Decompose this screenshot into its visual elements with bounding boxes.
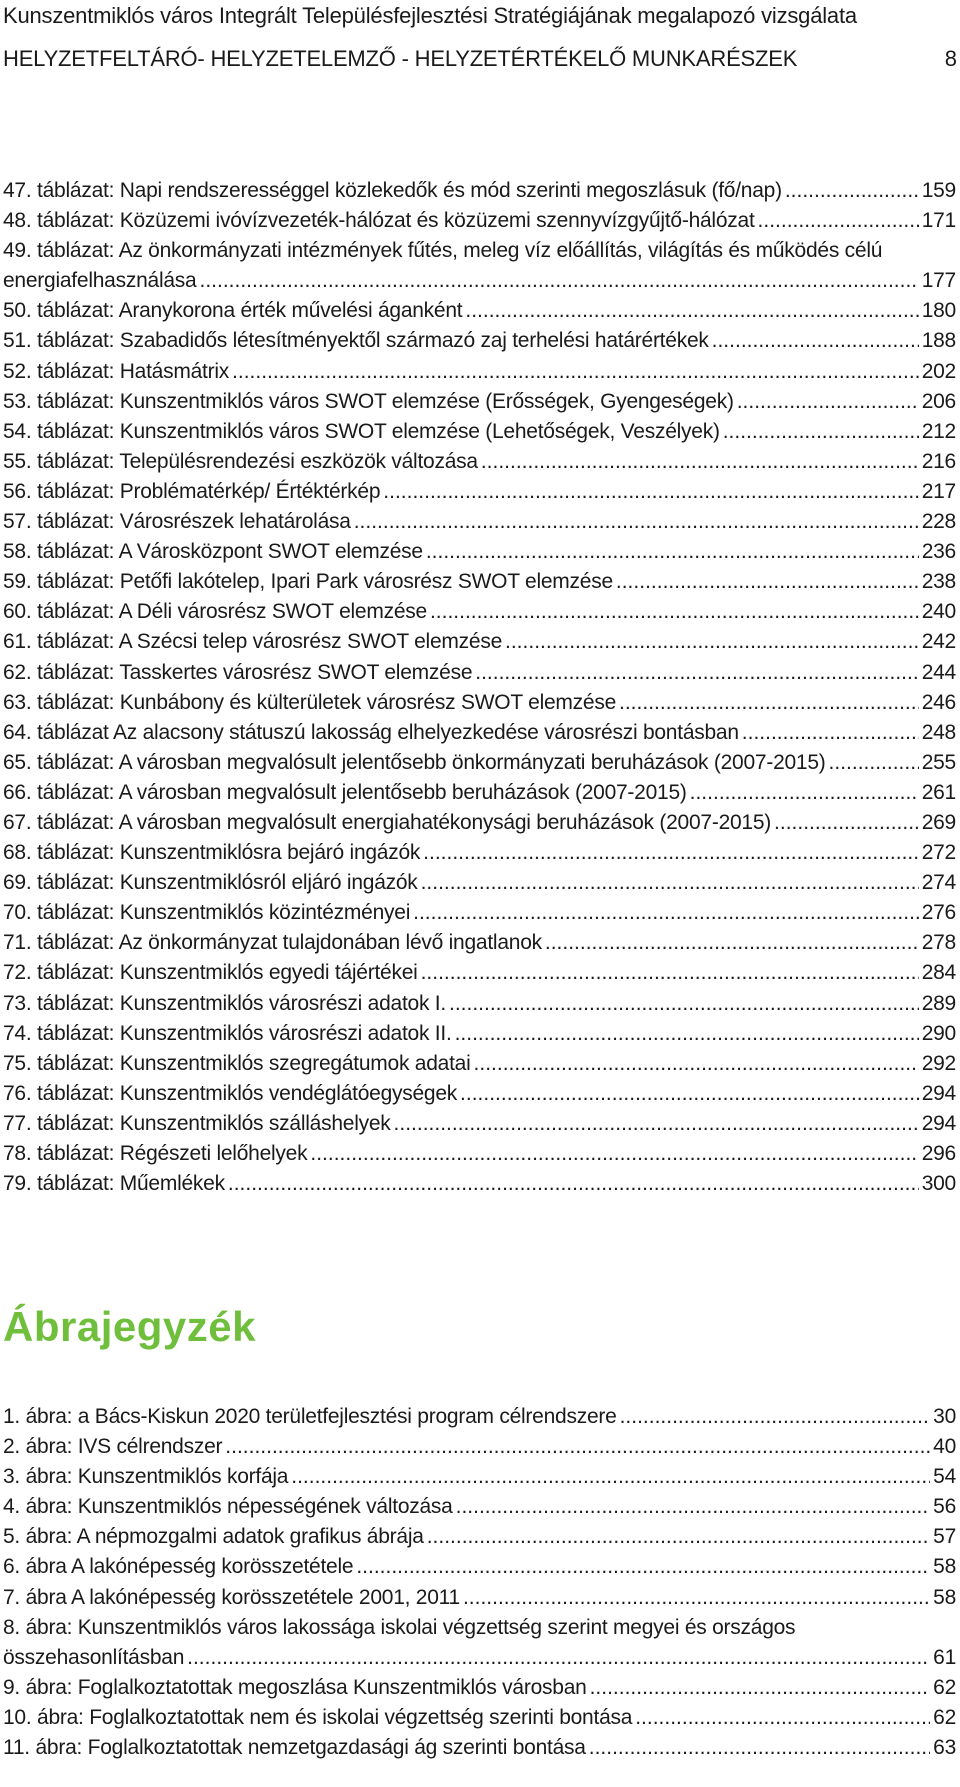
table-entry-title: 60. táblázat: A Déli városrész SWOT elemzése bbox=[3, 600, 427, 624]
dot-leader bbox=[829, 748, 919, 778]
table-entry-title: 62. táblázat: Tasskertes városrész SWOT elemzése bbox=[3, 660, 473, 684]
table-entry-page: 300 bbox=[921, 1172, 956, 1196]
dot-leader bbox=[619, 688, 919, 718]
table-entry-page: 272 bbox=[921, 841, 956, 865]
table-entry-title: 53. táblázat: Kunszentmiklós város SWOT elemzése (Erősségek, Gyengeségek) bbox=[3, 389, 734, 413]
dot-leader bbox=[187, 1643, 930, 1673]
table-entry-title: 50. táblázat: Aranykorona érték művelési áganként bbox=[3, 299, 463, 323]
dot-leader bbox=[620, 1402, 931, 1432]
dot-leader bbox=[310, 1139, 918, 1169]
table-entry-page: 217 bbox=[921, 479, 956, 503]
figure-entry-title: 10. ábra: Foglalkoztatottak nem és iskolai végzettség szerinti bontása bbox=[3, 1705, 633, 1729]
table-entry[interactable] bbox=[3, 1109, 956, 1139]
figure-entry[interactable] bbox=[3, 1733, 956, 1763]
dot-leader bbox=[291, 1462, 930, 1492]
figure-entry-page: 40 bbox=[933, 1435, 956, 1459]
dot-leader bbox=[225, 1432, 930, 1462]
table-entry-page: 238 bbox=[921, 570, 956, 594]
table-entry-title-cont: energiafelhasználása bbox=[3, 269, 197, 293]
dot-leader bbox=[232, 357, 919, 387]
dot-leader bbox=[475, 658, 918, 688]
table-entry-page: 202 bbox=[921, 359, 956, 383]
table-entry-title: 48. táblázat: Közüzemi ivóvízvezeték-hálózat és közüzemi szennyvízgyűjtő-hálózat bbox=[3, 209, 755, 233]
table-entry[interactable] bbox=[3, 1139, 956, 1169]
figure-entry-title: 5. ábra: A népmozgalmi adatok grafikus ábrája bbox=[3, 1525, 424, 1549]
table-entry-title: 64. táblázat Az alacsony státuszú lakosság elhelyezkedése városrészi bontásban bbox=[3, 720, 739, 744]
table-entry[interactable] bbox=[3, 357, 956, 387]
table-entry-title: 66. táblázat: A városban megvalósult jelentősebb beruházások (2007-2015) bbox=[3, 780, 687, 804]
table-entry[interactable] bbox=[3, 898, 956, 928]
dot-leader bbox=[427, 1522, 930, 1552]
dot-leader bbox=[545, 928, 919, 958]
table-entry-page: 274 bbox=[921, 871, 956, 895]
dot-leader bbox=[590, 1673, 931, 1703]
table-entry-title: 65. táblázat: A városban megvalósult jelentősebb önkormányzati beruházások (2007-2015) bbox=[3, 750, 826, 774]
dot-leader bbox=[785, 176, 919, 206]
table-entry-page: 244 bbox=[921, 660, 956, 684]
dot-leader bbox=[589, 1733, 930, 1763]
table-entry[interactable] bbox=[3, 417, 956, 447]
table-entry[interactable] bbox=[3, 176, 956, 206]
table-entry[interactable] bbox=[3, 387, 956, 417]
figures-heading: Ábrajegyzék bbox=[3, 1303, 256, 1350]
figure-entry-title: 9. ábra: Foglalkoztatottak megoszlása Kunszentmiklós városban bbox=[3, 1675, 587, 1699]
table-entry-title: 68. táblázat: Kunszentmiklósra bejáró ingázók bbox=[3, 841, 421, 865]
table-entry[interactable] bbox=[3, 206, 956, 236]
table-entry-title: 72. táblázat: Kunszentmiklós egyedi tájértékei bbox=[3, 961, 418, 985]
table-entry-page: 261 bbox=[921, 780, 956, 804]
figure-entry-page: 57 bbox=[933, 1525, 956, 1549]
table-of-tables bbox=[3, 176, 956, 1199]
dot-leader bbox=[774, 808, 919, 838]
dot-leader bbox=[421, 958, 919, 988]
table-entry[interactable] bbox=[3, 808, 956, 838]
dot-leader bbox=[449, 989, 919, 1019]
figure-entry[interactable] bbox=[3, 1613, 956, 1673]
table-entry[interactable] bbox=[3, 748, 956, 778]
figure-entry-title: 4. ábra: Kunszentmiklós népességének változása bbox=[3, 1495, 453, 1519]
table-entry-page: 242 bbox=[921, 630, 956, 654]
document-title: Kunszentmiklós város Integrált Településfejlesztési Stratégiájának megalapozó vizsgálata bbox=[3, 3, 857, 28]
table-entry-title: 49. táblázat: Az önkormányzati intézmények fűtés, meleg víz előállítás, világítás és működés célú bbox=[3, 239, 883, 263]
figure-entry-title: 2. ábra: IVS célrendszer bbox=[3, 1435, 223, 1459]
table-entry-title: 54. táblázat: Kunszentmiklós város SWOT elemzése (Lehetőségek, Veszélyek) bbox=[3, 419, 720, 443]
figure-entry-title: 1. ábra: a Bács-Kiskun 2020 területfejlesztési program célrendszere bbox=[3, 1405, 617, 1428]
dot-leader bbox=[723, 417, 919, 447]
table-entry-page: 240 bbox=[921, 600, 956, 624]
figure-entry[interactable] bbox=[3, 1402, 956, 1432]
figure-entry[interactable] bbox=[3, 1462, 956, 1492]
table-entry-title: 74. táblázat: Kunszentmiklós városrészi adatok II. bbox=[3, 1021, 452, 1045]
table-entry[interactable] bbox=[3, 597, 956, 627]
table-entry-page: 294 bbox=[921, 1111, 956, 1135]
dot-leader bbox=[737, 387, 919, 417]
table-of-figures bbox=[3, 1402, 956, 1763]
figure-entry[interactable] bbox=[3, 1703, 956, 1733]
table-entry-title: 69. táblázat: Kunszentmiklósról eljáró ingázók bbox=[3, 871, 418, 895]
table-entry-page: 212 bbox=[921, 419, 956, 443]
table-entry[interactable] bbox=[3, 447, 956, 477]
table-entry-page: 228 bbox=[921, 510, 956, 534]
table-entry[interactable] bbox=[3, 537, 956, 567]
table-entry-title: 51. táblázat: Szabadidős létesítményektől származó zaj terhelési határértékek bbox=[3, 329, 709, 353]
dot-leader bbox=[690, 778, 919, 808]
table-entry-page: 171 bbox=[921, 209, 956, 233]
dot-leader bbox=[758, 206, 919, 236]
table-entry-page: 284 bbox=[921, 961, 956, 985]
table-entry[interactable] bbox=[3, 688, 956, 718]
figure-entry-title: 11. ábra: Foglalkoztatottak nemzetgazdasági ág szerinti bontása bbox=[3, 1736, 586, 1760]
dot-leader bbox=[616, 567, 919, 597]
table-entry[interactable] bbox=[3, 627, 956, 657]
dot-leader bbox=[356, 1552, 930, 1582]
table-entry[interactable] bbox=[3, 1079, 956, 1109]
table-entry-title: 61. táblázat: A Szécsi telep városrész SWOT elemzése bbox=[3, 630, 503, 654]
table-entry[interactable] bbox=[3, 718, 956, 748]
table-entry-title: 75. táblázat: Kunszentmiklós szegregátumok adatai bbox=[3, 1051, 471, 1075]
figure-entry-title-cont: összehasonlításban bbox=[3, 1645, 185, 1669]
table-entry-title: 59. táblázat: Petőfi lakótelep, Ipari Park városrész SWOT elemzése bbox=[3, 570, 613, 594]
table-entry-title: 56. táblázat: Problématérkép/ Értéktérkép bbox=[3, 479, 381, 503]
figure-entry-page: 30 bbox=[933, 1405, 956, 1428]
dot-leader bbox=[463, 1583, 930, 1613]
dot-leader bbox=[742, 718, 919, 748]
table-entry[interactable] bbox=[3, 838, 956, 868]
table-entry-page: 188 bbox=[921, 329, 956, 353]
dot-leader bbox=[426, 537, 919, 567]
table-entry-title: 79. táblázat: Műemlékek bbox=[3, 1172, 225, 1196]
table-entry[interactable] bbox=[3, 1169, 956, 1199]
table-entry[interactable] bbox=[3, 477, 956, 507]
table-entry[interactable] bbox=[3, 1049, 956, 1079]
table-entry-page: 255 bbox=[921, 750, 956, 774]
table-entry[interactable] bbox=[3, 958, 956, 988]
figure-entry-page: 54 bbox=[933, 1465, 956, 1489]
table-entry-page: 294 bbox=[921, 1081, 956, 1105]
table-entry-title: 58. táblázat: A Városközpont SWOT elemzése bbox=[3, 540, 423, 564]
table-entry[interactable] bbox=[3, 778, 956, 808]
table-entry-title: 67. táblázat: A városban megvalósult energiahatékonysági beruházások (2007-2015) bbox=[3, 810, 772, 834]
table-entry-page: 269 bbox=[921, 810, 956, 834]
table-entry-page: 278 bbox=[921, 931, 956, 955]
table-entry-page: 289 bbox=[921, 991, 956, 1015]
table-entry[interactable] bbox=[3, 296, 956, 326]
dot-leader bbox=[421, 868, 919, 898]
table-entry-title: 52. táblázat: Hatásmátrix bbox=[3, 359, 230, 383]
table-entry-title: 55. táblázat: Településrendezési eszközök változása bbox=[3, 449, 478, 473]
figure-entry-title: 8. ábra: Kunszentmiklós város lakossága iskolai végzettség szerint megyei és országos bbox=[3, 1615, 796, 1639]
table-entry-title: 71. táblázat: Az önkormányzat tulajdonában lévő ingatlanok bbox=[3, 931, 542, 955]
figure-entry-title: 6. ábra A lakónépesség korösszetétele bbox=[3, 1555, 354, 1579]
figure-entry-page: 62 bbox=[933, 1705, 956, 1729]
table-entry-title: 70. táblázat: Kunszentmiklós közintézményei bbox=[3, 901, 411, 925]
figure-entry-title: 3. ábra: Kunszentmiklós korfája bbox=[3, 1465, 289, 1489]
dot-leader bbox=[394, 1109, 919, 1139]
figure-entry[interactable] bbox=[3, 1583, 956, 1613]
dot-leader bbox=[455, 1019, 919, 1049]
figure-entry-page: 58 bbox=[933, 1585, 956, 1609]
table-entry-page: 206 bbox=[921, 389, 956, 413]
table-entry[interactable] bbox=[3, 989, 956, 1019]
figure-entry-page: 61 bbox=[933, 1645, 956, 1669]
table-entry[interactable] bbox=[3, 567, 956, 597]
table-entry-title: 78. táblázat: Régészeti lelőhelyek bbox=[3, 1142, 308, 1165]
dot-leader bbox=[383, 477, 918, 507]
figure-entry-page: 63 bbox=[933, 1736, 956, 1760]
dot-leader bbox=[199, 266, 918, 296]
table-entry-title: 77. táblázat: Kunszentmiklós szálláshelyek bbox=[3, 1111, 391, 1135]
figure-entry-page: 62 bbox=[933, 1675, 956, 1699]
document-subtitle: HELYZETFELTÁRÓ- HELYZETELEMZŐ - HELYZETÉRTÉKELŐ MUNKARÉSZEK bbox=[3, 46, 798, 71]
table-entry-page: 290 bbox=[921, 1021, 956, 1045]
figure-entry[interactable] bbox=[3, 1552, 956, 1582]
figure-entry-title: 7. ábra A lakónépesség korösszetétele 2001, 2011 bbox=[3, 1585, 460, 1609]
table-entry-page: 159 bbox=[921, 179, 956, 202]
page-number: 8 bbox=[944, 46, 957, 71]
table-entry-page: 236 bbox=[921, 540, 956, 564]
table-entry-page: 180 bbox=[921, 299, 956, 323]
table-entry-page: 246 bbox=[921, 690, 956, 714]
table-entry-page: 248 bbox=[921, 720, 956, 744]
dot-leader bbox=[430, 597, 919, 627]
dot-leader bbox=[460, 1079, 919, 1109]
dot-leader bbox=[474, 1049, 919, 1079]
table-entry-page: 216 bbox=[921, 449, 956, 473]
dot-leader bbox=[423, 838, 919, 868]
table-entry[interactable] bbox=[3, 868, 956, 898]
table-entry-page: 276 bbox=[921, 901, 956, 925]
dot-leader bbox=[481, 447, 919, 477]
table-entry[interactable] bbox=[3, 326, 956, 356]
table-entry[interactable] bbox=[3, 928, 956, 958]
figure-entry[interactable] bbox=[3, 1432, 956, 1462]
table-entry[interactable] bbox=[3, 1019, 956, 1049]
figure-entry[interactable] bbox=[3, 1492, 956, 1522]
table-entry-title: 57. táblázat: Városrészek lehatárolása bbox=[3, 510, 351, 534]
dot-leader bbox=[228, 1169, 919, 1199]
table-entry-title: 73. táblázat: Kunszentmiklós városrészi adatok I. bbox=[3, 991, 446, 1015]
table-entry-page: 296 bbox=[921, 1142, 956, 1165]
table-entry-page: 292 bbox=[921, 1051, 956, 1075]
dot-leader bbox=[635, 1703, 930, 1733]
dot-leader bbox=[712, 326, 919, 356]
figure-entry[interactable] bbox=[3, 1673, 956, 1703]
figure-entry[interactable] bbox=[3, 1522, 956, 1552]
figure-entry-page: 58 bbox=[933, 1555, 956, 1579]
dot-leader bbox=[413, 898, 919, 928]
dot-leader bbox=[354, 507, 919, 537]
table-entry[interactable] bbox=[3, 507, 956, 537]
table-entry[interactable] bbox=[3, 236, 956, 296]
table-entry-title: 76. táblázat: Kunszentmiklós vendéglátóegységek bbox=[3, 1081, 458, 1105]
table-entry-page: 177 bbox=[921, 269, 956, 293]
dot-leader bbox=[456, 1492, 931, 1522]
figure-entry-page: 56 bbox=[933, 1495, 956, 1519]
table-entry-title: 63. táblázat: Kunbábony és külterületek városrész SWOT elemzése bbox=[3, 690, 617, 714]
table-entry-title: 47. táblázat: Napi rendszerességgel közlekedők és mód szerinti megoszlásuk (fő/nap) bbox=[3, 179, 782, 202]
dot-leader bbox=[465, 296, 918, 326]
table-entry[interactable] bbox=[3, 658, 956, 688]
dot-leader bbox=[505, 627, 919, 657]
